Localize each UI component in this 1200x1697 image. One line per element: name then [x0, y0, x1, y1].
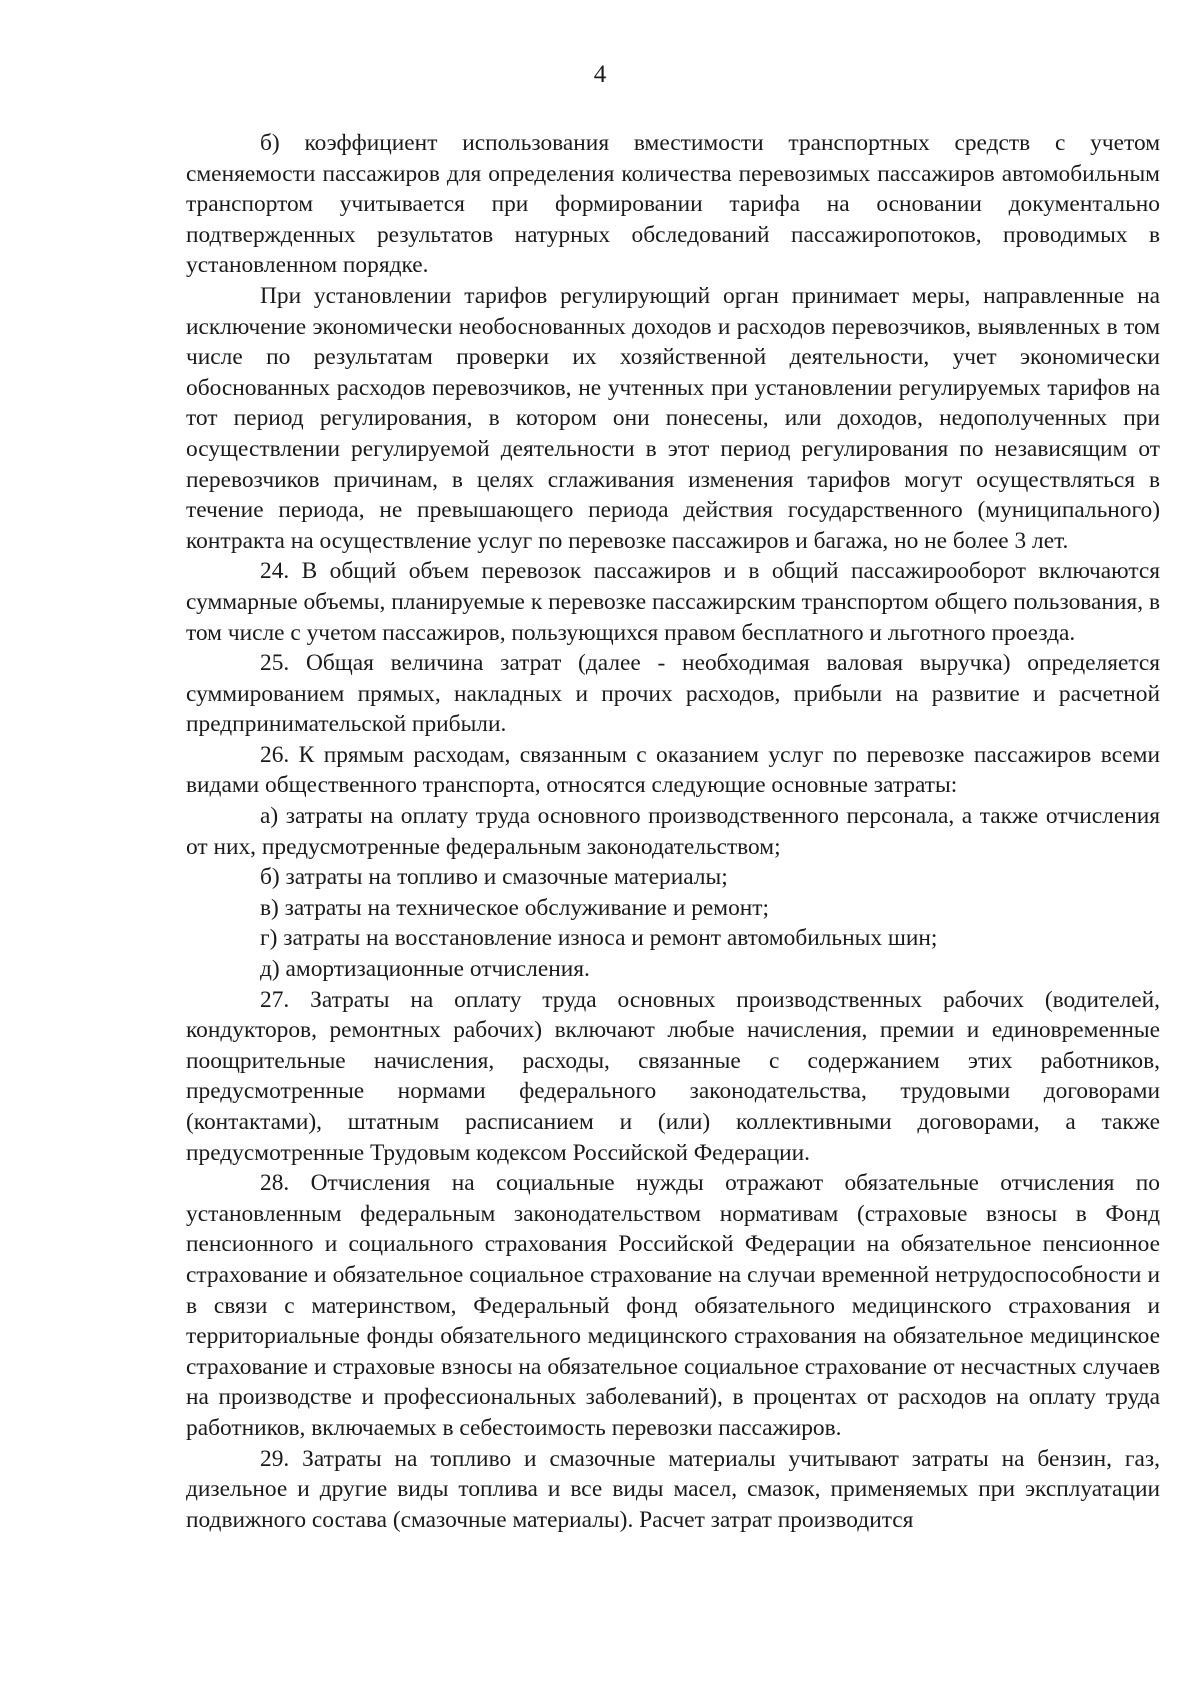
paragraph-25: 25. Общая величина затрат (далее - необходимая валовая выручка) определяется суммированием прямых, накладных и прочих расходов, прибыли на развитие и расчетной предпринимательской прибыли. — [186, 650, 1160, 738]
paragraph-26-v: в) затраты на техническое обслуживание и ремонт; — [260, 894, 770, 921]
page-number: 4 — [593, 61, 607, 88]
paragraph-26: 26. К прямым расходам, связанным с оказанием услуг по перевозке пассажиров всеми видами общественного транспорта, относятся следующие основные затраты: — [186, 741, 1160, 799]
paragraph-b-coefficient: б) коэффициент использования вместимости транспортных средств с учетом сменяемости пассажиров для определения количества перевозимых пассажиров автомобильным транспортом учитывается при формировании тарифа на основании документально подтвержденных результатов натурных обследований пассажиропотоков, проводимых в установленном порядке. — [186, 130, 1160, 279]
paragraph-tariff-regulation: При установлении тарифов регулирующий орган принимает меры, направленные на исключение экономически необоснованных доходов и расходов перевозчиков, выявленных в том числе по результатам проверки их хозяйственной деятельности, учет экономически обоснованных расходов перевозчиков, не учтенных при установлении регулируемых тарифов на тот период регулирования, в котором они понесены, или доходов, недополученных при осуществлении регулируемой деятельности в этот период регулирования по независящим от перевозчиков причинам, в целях сглаживания изменения тарифов могут осуществляться в течение периода, не превышающего периода действия государственного (муниципального) контракта на осуществление услуг по перевозке пассажиров и багажа, но не более 3 лет. — [186, 282, 1160, 554]
paragraph-26-b: б) затраты на топливо и смазочные материалы; — [260, 864, 728, 891]
paragraph-26-a: а) затраты на оплату труда основного производственного персонала, а также отчисления от них, предусмотренные федеральным законодательством; — [186, 803, 1160, 860]
paragraph-28: 28. Отчисления на социальные нужды отражают обязательные отчисления по установленным федеральным законодательством нормативам (страховые взносы в Фонд пенсионного и социального страхования Российской Федерации на обязательное пенсионное страхование и обязательное социальное страхование на случаи временной нетрудоспособности и в связи с материнством, Федеральный фонд обязательного медицинского страхования и территориальные фонды обязательного медицинского страхования на обязательное медицинское страхование и страховые взносы на обязательное социальное страхование от несчастных случаев на производстве и профессиональных заболеваний), в процентах от расходов на оплату труда работников, включаемых в себестоимость перевозки пассажиров. — [186, 1170, 1160, 1441]
paragraph-29: 29. Затраты на топливо и смазочные материалы учитывают затраты на бензин, газ, дизельное и другие виды топлива и все виды масел, смазок, применяемых при эксплуатации подвижного состава (смазочные материалы). Расчет затрат производится — [186, 1445, 1160, 1533]
paragraph-24: 24. В общий объем перевозок пассажиров и в общий пассажирооборот включаются суммарные объемы, планируемые к перевозке пассажирским транспортом общего пользования, в том числе с учетом пассажиров, пользующихся правом бесплатного и льготного проезда. — [186, 558, 1160, 646]
paragraph-26-g: г) затраты на восстановление износа и ремонт автомобильных шин; — [260, 925, 938, 952]
paragraph-26-d: д) амортизационные отчисления. — [260, 956, 590, 983]
document-body — [186, 128, 1160, 1535]
paragraph-27: 27. Затраты на оплату труда основных производственных рабочих (водителей, кондукторов, ремонтных рабочих) включают любые начисления, премии и единовременные поощрительные начисления, расходы, связанные с содержанием этих работников, предусмотренные нормами федерального законодательства, трудовыми договорами (контактами), штатным расписанием и (или) коллективными договорами, а также предусмотренные Трудовым кодексом Российской Федерации. — [186, 986, 1160, 1166]
